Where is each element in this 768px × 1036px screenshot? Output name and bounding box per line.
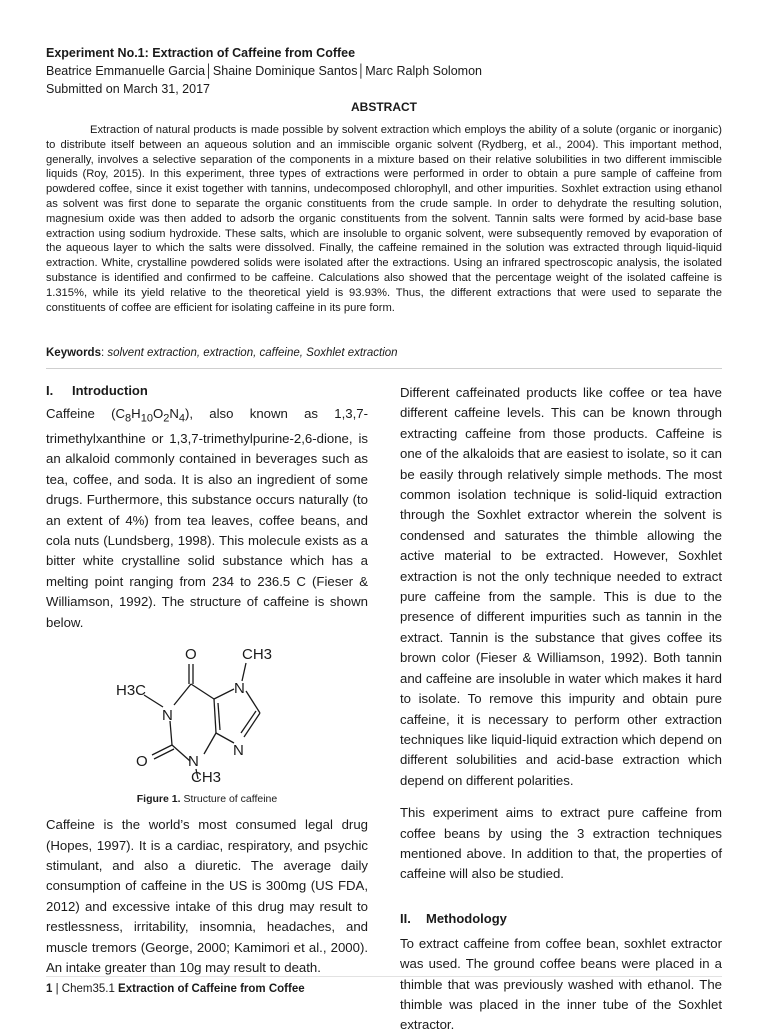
formula-sub: 2 [163, 412, 170, 425]
bond [152, 745, 172, 755]
section-divider [46, 368, 722, 369]
keywords-list: solvent extraction, extraction, caffeine, Soxhlet extraction [107, 347, 398, 359]
footer-title: Extraction of Caffeine from Coffee [118, 983, 305, 995]
figure-label: Figure 1. [136, 793, 181, 806]
bond [154, 749, 174, 759]
formula-part: O [152, 406, 164, 421]
methodology-heading [400, 911, 722, 926]
formula-part: N [169, 406, 179, 421]
atom-oxygen-left: O [136, 753, 148, 771]
introduction-paragraph-2: Caffeine is the world’s most consumed legal drug (Hopes, 1997). It is a cardiac, respiratory, and psychic stimulant, and also a diuretic. The average daily consumption of caffeine in the US is 300mg (US FDA, 2012) and excessive intake of this drug may result to restlessness, irritability, insomnia, headaches, and muscle tremors (George, 2000; Kamimori et al., 2000). An intake greater than 10g may result to death. [46, 817, 368, 975]
caffeine-structure-diagram [46, 633, 368, 783]
introduction-number: I. [46, 383, 54, 398]
atom-methyl-top: CH3 [242, 646, 273, 664]
bond [214, 689, 234, 699]
atom-methyl-bottom: CH3 [191, 769, 222, 784]
paper-header [46, 44, 726, 98]
atom-nitrogen-9: N [233, 742, 244, 760]
abstract-text: Extraction of natural products is made possible by solvent extraction which employs the ability of a solute (organic or inorganic) to distribute itself between an aqueous solution and an immiscible organic solvent (Rydberg, et al., 2004). This important method, generally, involves a selective separation of the components in a mixture based on their relative solubilities in two different immiscible liquids (Roy, 2015). In this experiment, three types of extractions were performed in order to obtain a pure sample of caffeine from powdered coffee, since it exist together with tannins, undecomposed chlorophyll, and other impurities. Soxhlet extraction using ethanol as solvent was first done to separate the organic constituents from the crude sample. In order to dehydrate the resulting solution, magnesium oxide was then added to adsorb the organic constituents from the solvent. Tannin salts were formed by acid-base base extraction using sodium hydroxide. These salts, which are insoluble to organic solvent, were subsequently removed by evaporation of the aqueous layer to which the salts were dissolved. Finally, the caffeine remained in the solution was extracted through liquid-liquid extraction. White, crystalline powdered solids were isolated after the extractions. Using an infrared spectroscopic analysis, the isolated substance is identified and confirmed to be caffeine. Calculations also showed that the percentage weight of the isolated caffeine is 1.315%, while its yield relative to the theoretical yield is 93.93%. Thus, the different extractions that were used to separate the constituents of coffee are efficient for isolating caffeine in its pure form. [46, 124, 722, 314]
introduction-paragraph-1-body: ), also known as 1,3,7-trimethylxanthine or 1,3,7-trimethylpurine-2,6-dione, is an alkaloid commonly contained in beverages such as tea, coffee, and soda. It is also an ingredient of some drugs. Furthermore, this substance occurs naturally (to an extent of 4%) from tea leaves, coffee beans, and cola nuts (Lundsberg, 1998). This molecule exists as a bitter white crystalline solid substance which has a melting point ranging from 234 to 236.5 C (Fieser & Williamson, 1992). The structure of caffeine is shown below. [46, 406, 368, 630]
bond [242, 663, 246, 681]
introduction-paragraph-4: This experiment aims to extract pure caffeine from coffee beans by using the 3 extraction techniques mentioned above. In addition to that, the properties of caffeine will also be studied. [400, 805, 722, 882]
atom-oxygen-top: O [185, 646, 197, 664]
introduction-paragraph-3: Different caffeinated products like coffee or tea have different caffeine levels. This can be known through extracting caffeine from those products. Caffeine is one of the alkaloids that are easiest to isolate, so it can be easily through relatively simple methods. The most common isolation technique is solid-liquid extraction through the Soxhlet extractor wherein the solvent is condensed and saturates the thimble allowing the active material to be extracted. However, Soxhlet extraction is not the only technique needed to extract pure caffeine from the sample. This is due to the presence of different impurities such as tannin in the extract. Tannin is the substance that gives coffee its brown color (Fieser & Williamson, 1992). Both tannin and caffeine are insoluble in water which makes it hard to isolate. To remove this impurity and obtain pure caffeine, it is necessary to perform other extraction techniques like liquid-liquid extraction which depend on different solubilities and acid-base extraction which depend on different polarities. [400, 385, 722, 788]
keywords-line [46, 345, 722, 361]
atom-nitrogen-7: N [234, 680, 245, 698]
keywords-separator: : [100, 347, 108, 359]
methodology-number: II. [400, 910, 411, 926]
bond [204, 733, 216, 754]
page-number: 1 [46, 983, 53, 995]
left-column [46, 383, 368, 978]
formula-sub: 10 [140, 412, 153, 425]
paper-title: Experiment No.1: Extraction of Caffeine from Coffee [46, 46, 356, 60]
bond [216, 733, 234, 743]
bond [191, 684, 214, 699]
atom-nitrogen-3: N [188, 753, 199, 771]
introduction-title: Introduction [72, 383, 148, 398]
atom-nitrogen-1: N [162, 707, 173, 725]
formula-prefix: Caffeine (C [46, 406, 126, 421]
figure-caption-text: Structure of caffeine [180, 793, 278, 806]
bond [144, 695, 163, 707]
formula-part: H [131, 406, 141, 421]
footer-divider [46, 976, 722, 977]
abstract-heading: ABSTRACT [351, 100, 417, 114]
submission-date: Submitted on March 31, 2017 [46, 82, 210, 96]
bond [218, 703, 220, 730]
bond [170, 721, 172, 745]
atom-methyl-left: H3C [116, 682, 147, 700]
bond [174, 684, 191, 705]
introduction-paragraph-1 [46, 404, 368, 633]
formula-sub: 4 [178, 412, 185, 425]
caffeine-structure-figure [46, 633, 368, 783]
bond [246, 691, 260, 713]
author-list: Beatrice Emmanuelle Garcia│Shaine Dominique Santos│Marc Ralph Solomon [46, 64, 482, 78]
methodology-title: Methodology [426, 910, 507, 926]
page-footer [46, 983, 305, 995]
bond [214, 699, 216, 733]
keywords-label: Keywords [46, 347, 101, 359]
footer-separator: | Chem35.1 [52, 983, 119, 995]
introduction-heading [46, 383, 368, 398]
methodology-paragraph-1: To extract caffeine from coffee bean, soxhlet extractor was used. The ground coffee beans were placed in a thimble that was previously washed with ethanol. The thimble was placed in the inner tube of the Soxhlet extractor. [400, 935, 722, 1033]
figure-caption [46, 793, 368, 805]
formula-sub: 8 [125, 412, 132, 425]
right-column [400, 383, 722, 1036]
